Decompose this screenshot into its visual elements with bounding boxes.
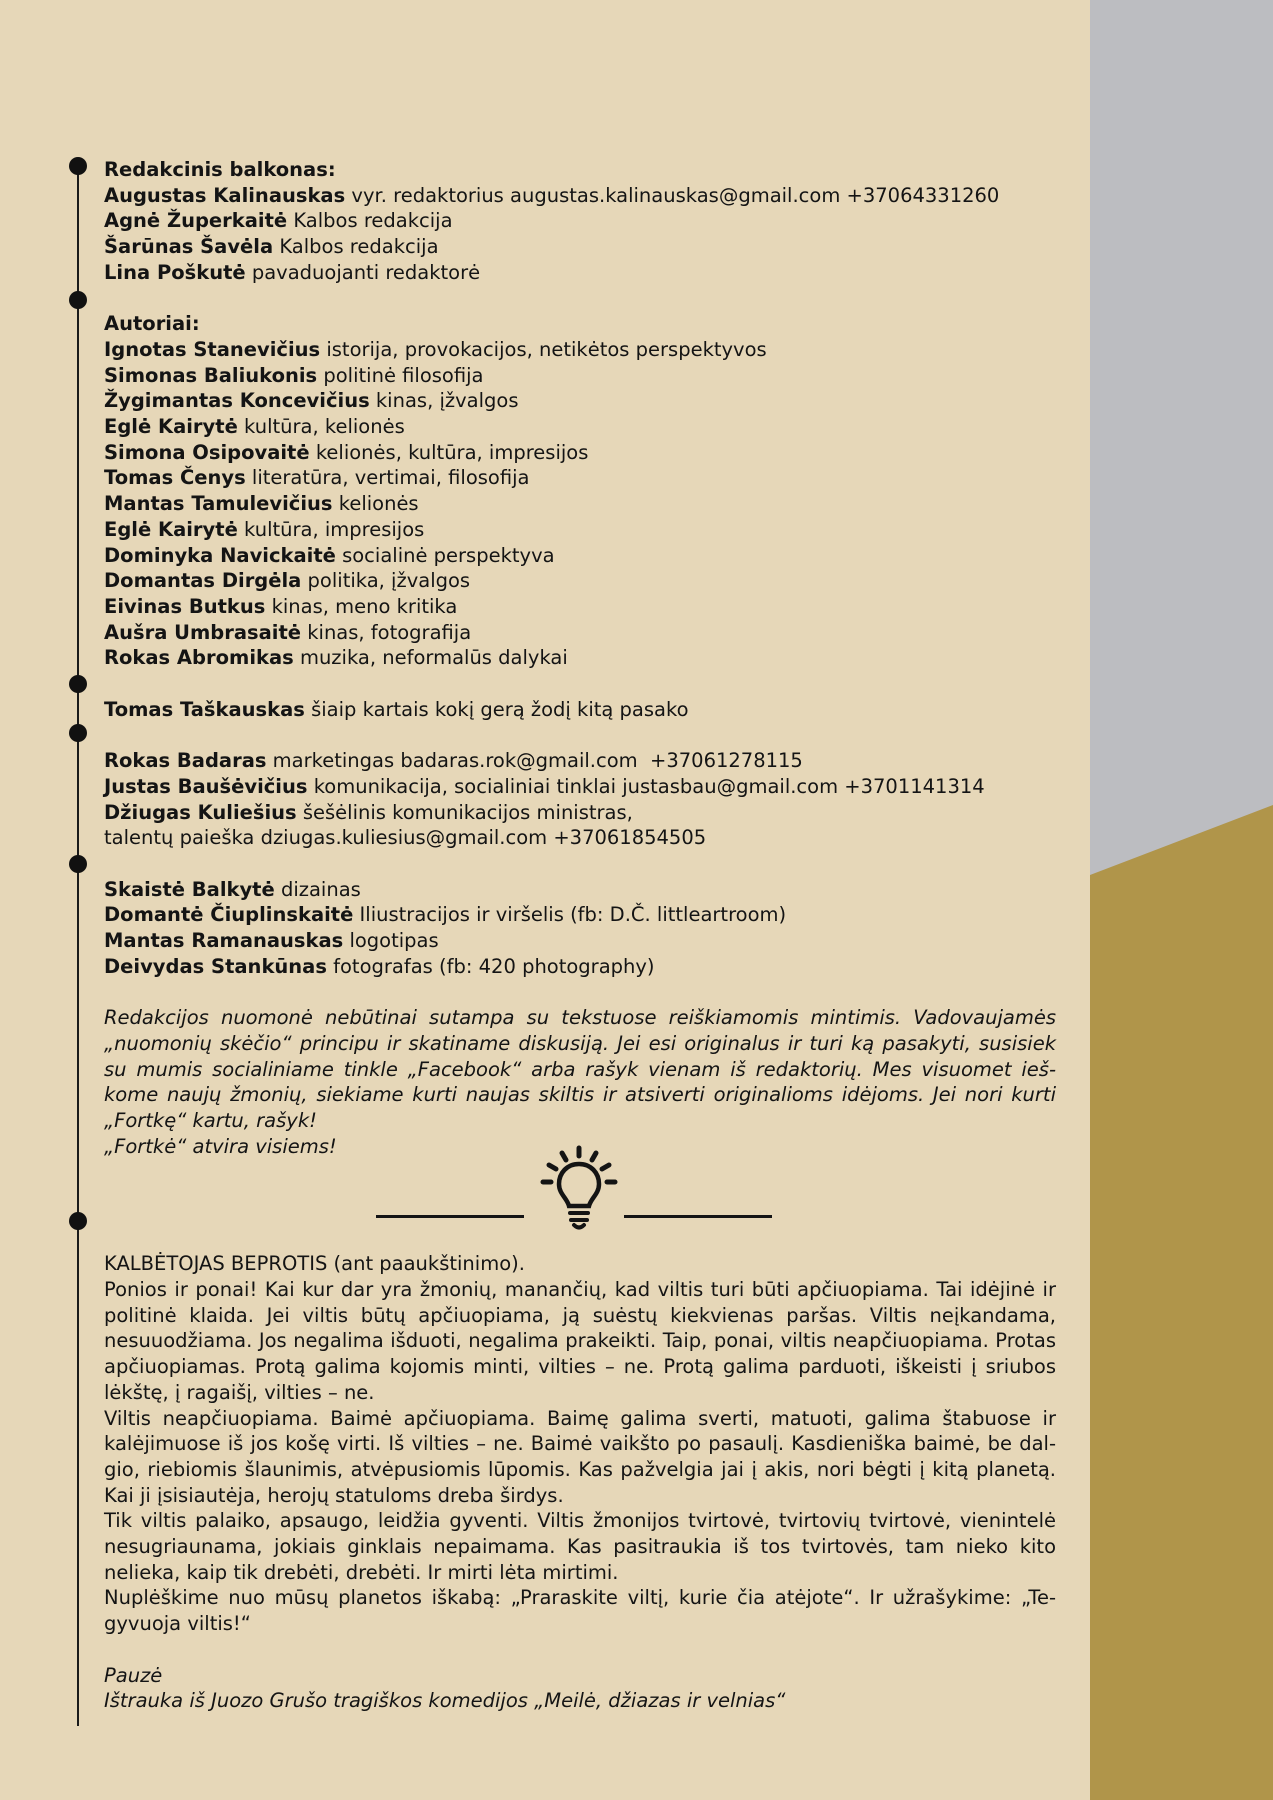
editorial-heading: Redakcinis balkonas: xyxy=(104,158,336,181)
author-entry: Žygimantas Koncevičius kinas, įžvalgos xyxy=(104,389,519,413)
speech-paragraph: Nuplėškime nuo mūsų planetos iškabą: „Praraskite viltį, kurie čia atėjote“. Ir užrašykime: „Tegyvuoja viltis!“ xyxy=(104,1586,1056,1636)
design-entry: Skaistė Balkytė dizainas xyxy=(104,877,361,901)
editor-entry: Augustas Kalinauskas vyr. redaktorius augustas.kalinauskas@gmail.com +37064331260 xyxy=(104,183,1000,207)
timeline-dot xyxy=(69,855,87,873)
marketing-entry: Rokas Badaras marketingas badaras.rok@gmail.com +37061278115 xyxy=(104,749,803,773)
timeline-dot xyxy=(69,1212,87,1230)
author-entry: Aušra Umbrasaitė kinas, fotografija xyxy=(104,620,472,644)
marketing-entry: Džiugas Kuliešius šešėlinis komunikacijos ministras, xyxy=(104,800,633,824)
design-entry: Mantas Ramanauskas logotipas xyxy=(104,929,439,953)
gold-panel xyxy=(1090,805,1273,1800)
disclaimer-paragraph: Redakcijos nuomonė nebūtinai sutampa su tekstuose reiškiamomis mintimis. Vadovaujamės „nuomonių skėčio“ principu ir skatiname diskusiją. Jei esi originalus ir turi ką pasakyti, susisiek su mumis socialiniame tinkle „Facebook“ arba rašyk vienam iš redaktorių. Mes visuomet ieškome naujų žmonių, siekiame kurti naujas skiltis ir atsiverti originalioms idėjoms. Jei nori kurti „Fortkę“ kartu, rašyk! xyxy=(104,1006,1056,1132)
speech-paragraph: Viltis neapčiuopiama. Baimė apčiuopiama. Baimę galima sverti, matuoti, galima štabuose ir kalėjimuose iš jos košę virti. Iš vilties – ne. Baimė vaikšto po pasaulį. Kasdieniška baimė, be dalgio, riebiomis šlaunimis, atvėpusiomis lūpomis. Kas pažvelgia jai į akis, nori bėgti į kitą planetą. Kai ji įsisiautėja, herojų statuloms dreba širdys. xyxy=(104,1406,1056,1507)
editor-entry: Šarūnas Šavėla Kalbos redakcija xyxy=(104,235,439,259)
author-entry: Mantas Tamulevičius kelionės xyxy=(104,492,419,516)
author-entry: Dominyka Navickaitė socialinė perspektyva xyxy=(104,543,555,567)
author-entry: Simonas Baliukonis politinė filosofija xyxy=(104,363,484,387)
timeline-dot xyxy=(69,157,87,175)
editor-entry: Lina Poškutė pavaduojanti redaktorė xyxy=(104,260,481,284)
author-entry: Eglė Kairytė kultūra, impresijos xyxy=(104,517,425,541)
sayer-entry: Tomas Taškauskas šiaip kartais kokį gerą žodį kitą pasako xyxy=(104,697,689,721)
bulb-separator xyxy=(104,1144,1056,1244)
speech-paragraph: Tik viltis palaiko, apsaugo, leidžia gyventi. Viltis žmonijos tvirtovė, tvirtovių tvirtovė, vienintelė nesugriaunama, jokiais ginklais nepaimama. Kas pasitraukia iš tos tvirtovės, tam nieko kito nelieka, kaip tik drebėti, drebėti. Ir mirti lėta mirtimi. xyxy=(104,1509,1056,1584)
author-entry: Eglė Kairytė kultūra, kelionės xyxy=(104,415,405,439)
marketing-entry: Justas Baušėvičius komunikacija, socialiniai tinklai justasbau@gmail.com +3701141314 xyxy=(104,774,985,798)
author-entry: Rokas Abromikas muzika, neformalūs dalykai xyxy=(104,646,568,670)
disclaimer-closing: „Fortkė“ atvira visiems! xyxy=(104,1134,337,1158)
masthead-content xyxy=(104,157,1056,1714)
timeline-dot xyxy=(69,724,87,742)
separator-rule-left xyxy=(376,1215,524,1218)
timeline-line xyxy=(77,165,79,1726)
timeline-dot xyxy=(69,675,87,693)
author-entry: Domantas Dirgėla politika, įžvalgos xyxy=(104,569,471,593)
authors-heading: Autoriai: xyxy=(104,312,200,336)
author-entry: Ignotas Stanevičius istorija, provokacijos, netikėtos perspektyvos xyxy=(104,337,767,361)
author-entry: Eivinas Butkus kinas, meno kritika xyxy=(104,594,458,618)
stage-direction: Pauzė xyxy=(104,1663,163,1687)
separator-rule-right xyxy=(624,1215,772,1218)
design-entry: Domantė Čiuplinskaitė Iliustracijos ir viršelis (fb: D.Č. littleartroom) xyxy=(104,903,787,927)
excerpt-source: Ištrauka iš Juozo Grušo tragiškos komedijos „Meilė, džiazas ir velnias“ xyxy=(104,1689,786,1713)
design-entry: Deivydas Stankūnas fotografas (fb: 420 photography) xyxy=(104,954,655,978)
speech-title: KALBĖTOJAS BEPROTIS (ant paaukštinimo). xyxy=(104,1252,525,1276)
author-entry: Simona Osipovaitė kelionės, kultūra, impresijos xyxy=(104,440,589,464)
speech-paragraph: Ponios ir ponai! Kai kur dar yra žmonių, manančių, kad viltis turi būti apčiuopiama. Tai idėjinė ir politinė klaida. Jei viltis būtų apčiuopiama, ją suėstų kiekvienas paršas. Viltis neįkandama, nesuuodžiama. Jos negalima išduoti, negalima prakeikti. Taip, ponai, viltis neapčiuopiama. Protas apčiuopiamas. Protą galima kojomis minti, vilties – ne. Protą galima parduoti, iškeisti į sriubos lėkštę, į ragaišį, vilties – ne. xyxy=(104,1278,1056,1404)
speech-excerpt xyxy=(104,1251,1056,1714)
marketing-continuation: talentų paieška dziugas.kuliesius@gmail.com +37061854505 xyxy=(104,826,707,850)
lightbulb-icon xyxy=(537,1144,621,1234)
editor-entry: Agnė Župerkaitė Kalbos redakcija xyxy=(104,209,453,233)
author-entry: Tomas Čenys literatūra, vertimai, filosofija xyxy=(104,466,530,490)
timeline-dot xyxy=(69,291,87,309)
